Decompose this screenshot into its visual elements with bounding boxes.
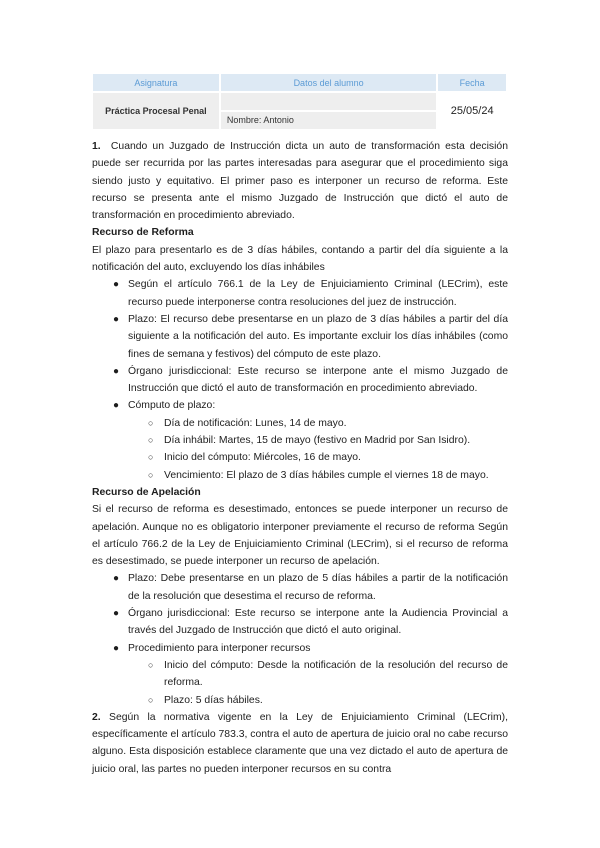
reforma-para: El plazo para presentarlo es de 3 días hábiles, contando a partir del día siguiente a la notificación del auto, excluyendo los días inhábiles: [92, 244, 508, 274]
apelacion-para: Si el recurso de reforma es desestimado, entonces se puede interponer un recurso de apelación. Aunque no es obligatorio interponer previamente el recurso de reforma Según el artículo 766.2 de la Ley de Enjuiciamiento Criminal (LECrim), si el recurso de reforma es desestimado, se puede interponer un recurso de apelación.: [92, 504, 508, 568]
subject-value: Práctica Procesal Penal: [93, 92, 220, 129]
circle-bullet-icon: ○: [148, 694, 154, 705]
sub-list-item: ○ Inicio del cómputo: Miércoles, 16 de mayo.: [92, 449, 508, 466]
bullet-icon: ●: [113, 608, 120, 620]
header-date-label: Fecha: [437, 74, 506, 92]
q2-number: 2.: [92, 711, 101, 723]
reforma-list: [92, 276, 508, 484]
circle-bullet-icon: ○: [148, 435, 154, 446]
q1-number: 1.: [92, 141, 101, 152]
sub-list-item: ○ Vencimiento: El plazo de 3 días hábiles cumple el viernes 18 de mayo.: [92, 467, 508, 484]
list-item: ● Plazo: El recurso debe presentarse en un plazo de 3 días hábiles a partir del día siguiente a la notificación del auto. Es importante excluir los días inhábiles (como fines de semana y festivos) del cómputo de este plazo.: [92, 311, 508, 363]
apelacion-list: [92, 570, 508, 708]
apelacion-title: Recurso de Apelación: [92, 486, 201, 498]
reforma-title: Recurso de Reforma: [92, 227, 194, 239]
list-item: ● Órgano jurisdiccional: Este recurso se interpone ante la Audiencia Provincial a través del Juzgado de Instrucción que dictó el auto original.: [92, 605, 508, 640]
sub-list-item: ○ Día inhábil: Martes, 15 de mayo (festivo en Madrid por San Isidro).: [92, 432, 508, 449]
circle-bullet-icon: ○: [148, 417, 154, 428]
sub-list-item: ○ Plazo: 5 días hábiles.: [92, 692, 508, 709]
list-item: ● Plazo: Debe presentarse en un plazo de 5 días hábiles a partir de la notificación de la resolución que desestima el recurso de reforma.: [92, 570, 508, 605]
student-name: Nombre: Antonio: [221, 112, 437, 129]
list-item: ● Órgano jurisdiccional: Este recurso se interpone ante el mismo Juzgado de Instrucción que dictó el auto de transformación en procedimiento abreviado.: [92, 363, 508, 398]
circle-bullet-icon: ○: [148, 659, 154, 670]
bullet-icon: ●: [113, 400, 120, 412]
list-item: ● Cómputo de plazo:: [92, 397, 508, 414]
bullet-icon: ●: [113, 365, 120, 377]
header-table: [93, 74, 506, 129]
bullet-icon: ●: [113, 573, 120, 585]
q2-text: 2. Según la normativa vigente en la Ley de Enjuiciamiento Criminal (LECrim), específicamente el artículo 783.3, contra el auto de apertura de juicio oral no cabe recurso alguno. Esta disposición establece claramente que una vez dictado el auto de apertura de juicio oral, las partes no pueden interponer recursos en su contra: [92, 711, 508, 775]
list-item: ● Según el artículo 766.1 de la Ley de Enjuiciamiento Criminal (LECrim), este recurso puede interponerse contra resoluciones del juez de instrucción.: [92, 276, 508, 311]
circle-bullet-icon: ○: [148, 452, 154, 463]
student-surname-blank: [221, 93, 437, 112]
document-body: [92, 138, 508, 778]
header-subject-label: Asignatura: [93, 74, 220, 92]
circle-bullet-icon: ○: [148, 469, 154, 480]
student-cell: [220, 92, 438, 129]
header-student-label: Datos del alumno: [220, 74, 438, 92]
sub-list-item: ○ Día de notificación: Lunes, 14 de mayo.: [92, 415, 508, 432]
list-item: ● Procedimiento para interponer recursos: [92, 640, 508, 657]
sub-list-item: ○ Inicio del cómputo: Desde la notificación de la resolución del recurso de reforma.: [92, 657, 508, 692]
bullet-icon: ●: [113, 313, 120, 325]
q1-intro: 1. Cuando un Juzgado de Instrucción dicta un auto de transformación esta decisión puede ser recurrida por las partes interesadas para asegurar que el procedimiento siga siendo justo y equitativo. El primer paso es interponer un recurso de reforma. Este recurso se presenta ante el mismo Juzgado de Instrucción que dictó el auto de transformación en procedimiento abreviado.: [92, 141, 508, 222]
bullet-icon: ●: [113, 642, 120, 654]
date-value: 25/05/24: [437, 92, 506, 129]
bullet-icon: ●: [113, 279, 120, 291]
